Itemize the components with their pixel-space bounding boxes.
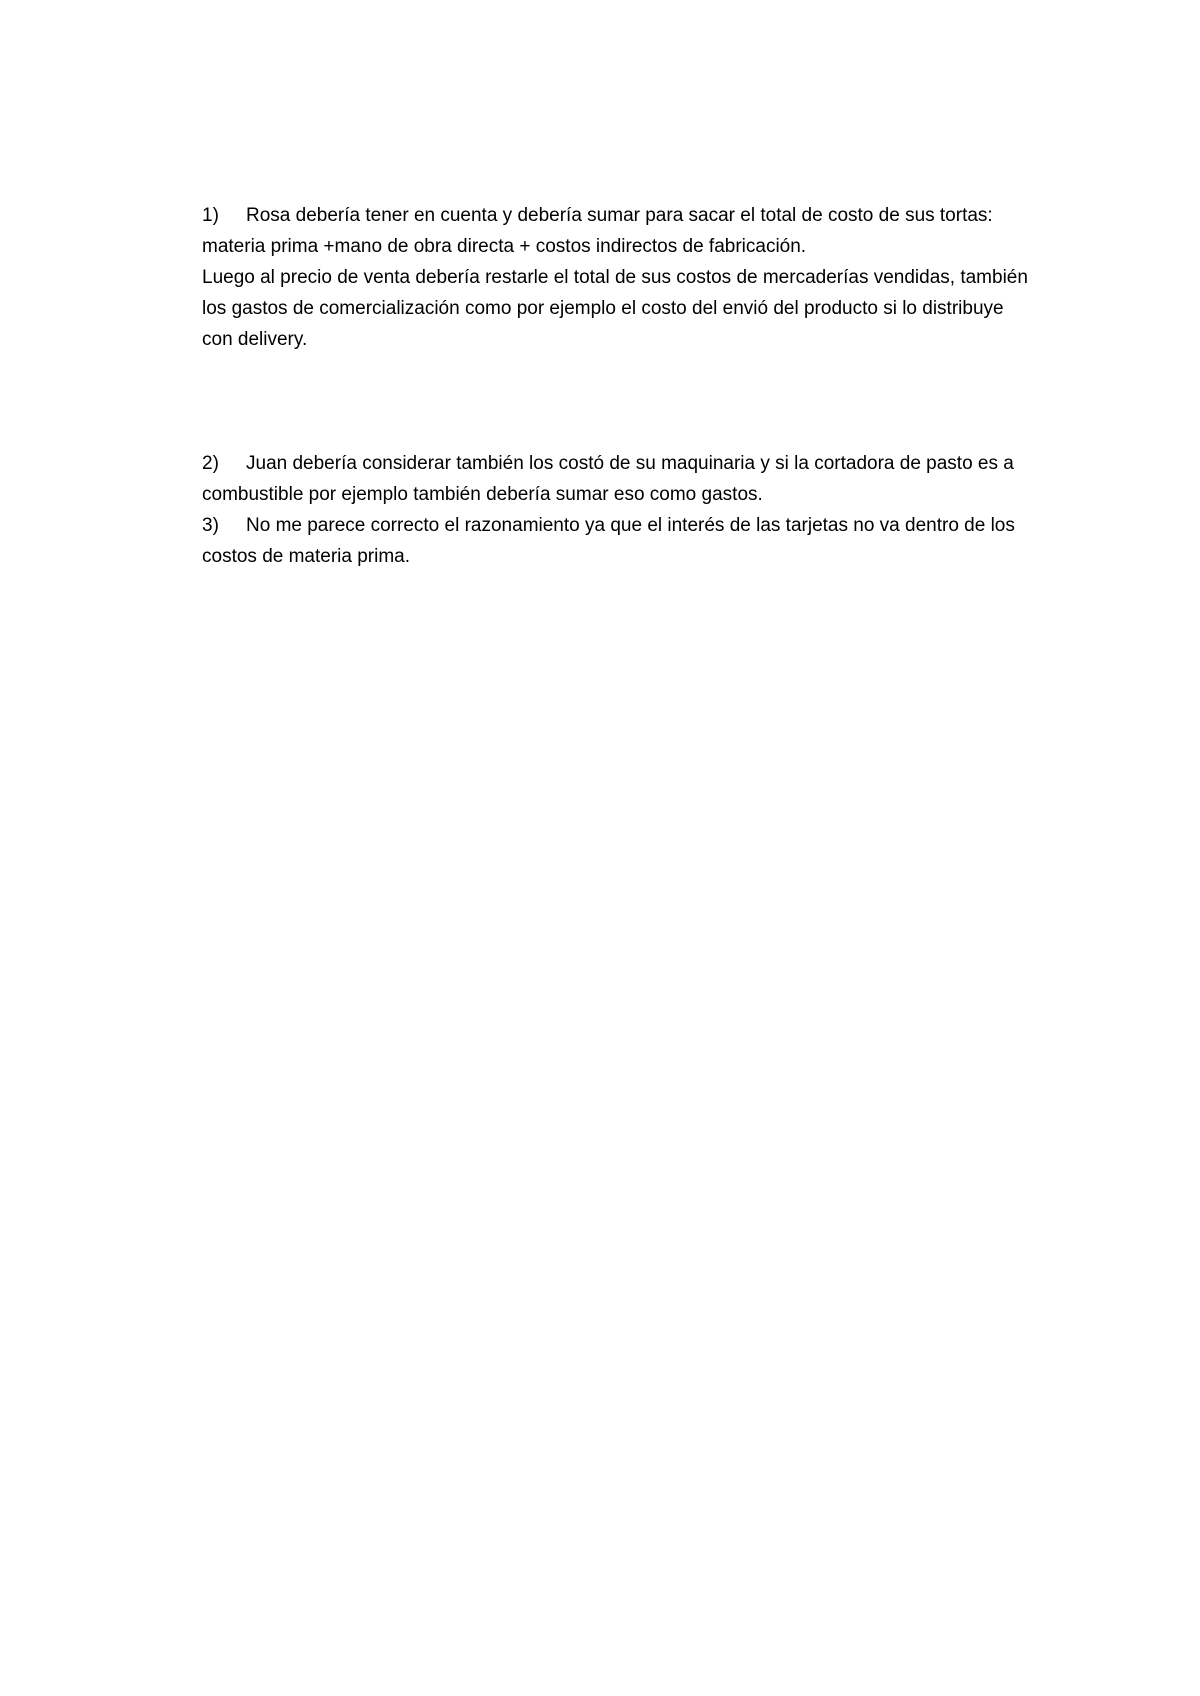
list-item-2 [202, 448, 1032, 510]
list-item-number: 2) [202, 453, 219, 474]
spacer [202, 355, 1032, 448]
list-item-text: No me parece correcto el razonamiento ya que el interés de las tarjetas no va dentro de los costos de materia prima. [202, 515, 1015, 567]
list-item-3 [202, 510, 1032, 572]
list-item-text: Juan debería considerar también los costó de su maquinaria y si la cortadora de pasto es a combustible por ejemplo también debería sumar eso como gastos. [202, 453, 1014, 505]
list-item-1 [202, 200, 1032, 262]
continuation-paragraph: Luego al precio de venta debería restarle el total de sus costos de mercaderías vendidas, también los gastos de comercialización como por ejemplo el costo del envió del producto si lo distribuye con delivery. [202, 267, 1028, 350]
list-item-text: Rosa debería tener en cuenta y debería sumar para sacar el total de costo de sus tortas: materia prima +mano de obra directa + costos indirectos de fabricación. [202, 205, 993, 257]
list-item-number: 1) [202, 205, 219, 226]
list-item-number: 3) [202, 515, 219, 536]
document-body [202, 200, 1032, 572]
